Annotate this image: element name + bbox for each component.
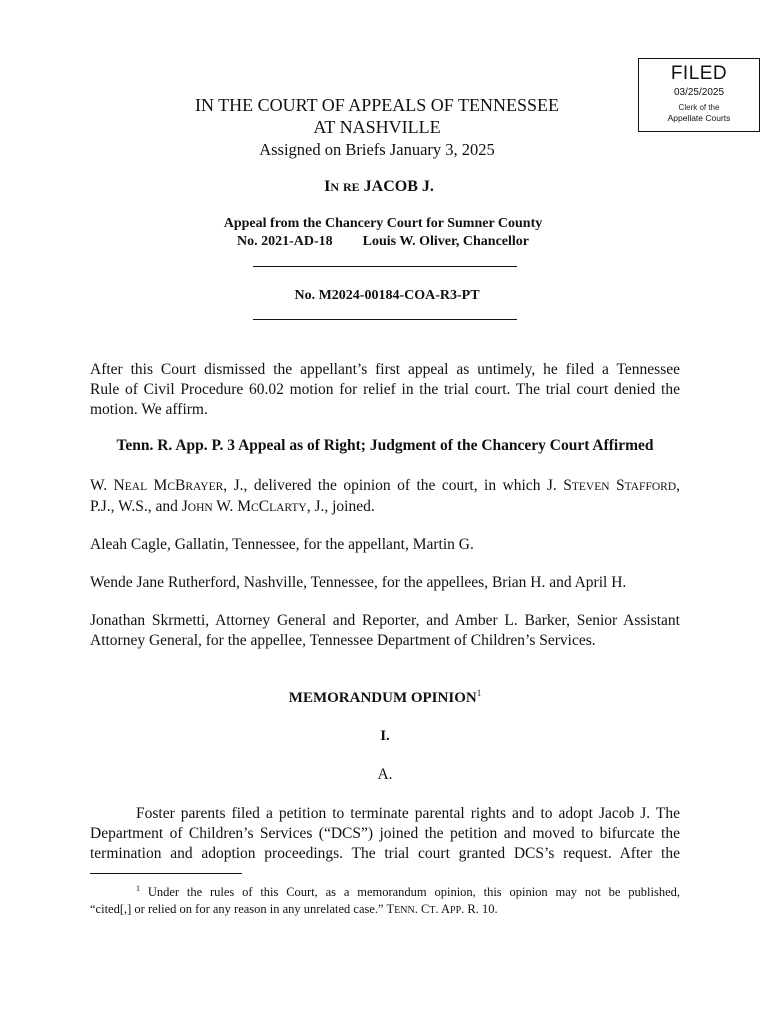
appeal-from: Appeal from the Chancery Court for Sumner County <box>223 216 543 231</box>
stamp-clerk: Clerk of the <box>678 103 720 112</box>
attorney-appellant: Aleah Cagle, Gallatin, Tennessee, for the appellant, Martin G. <box>90 536 474 553</box>
section-heading: I. <box>380 728 390 744</box>
case-summary: After this Court dismissed the appellant’s first appeal as untimely, he filed a Tennessee Rule of Civil Procedure 60.02 motion for relief in the trial court. The trial court denied the motion. We affirm. <box>90 361 680 418</box>
opinion-title: MEMORANDUM OPINION$^1$ <box>288 688 482 706</box>
divider-top <box>253 266 517 267</box>
footnote-reference[interactable]: 1 <box>476 688 482 698</box>
attorney-state: Jonathan Skrmetti, Attorney General and Reporter, and Amber L. Barker, Senior Assistant Attorney General, for the appellee, Tennessee Department of Children’s Services. <box>90 612 680 649</box>
trial-judge: Louis W. Oliver, Chancellor <box>362 234 529 249</box>
trial-court-info <box>0 234 768 250</box>
stamp-courts: Appellate Courts <box>667 113 731 123</box>
delivered-by: W. NEAL MCBRAYER, J., delivered the opinion of the court, in which J. STEVEN STAFFORD, P.J., W.S., and JOHN W. MCCLARTY, J., joined. <box>90 477 680 515</box>
attorney-appellees: Wende Jane Rutherford, Nashville, Tennessee, for the appellees, Brian H. and April H. <box>90 574 627 591</box>
trial-number: No. 2021-AD-18 <box>237 234 333 249</box>
footnote-divider <box>90 873 242 874</box>
opinion-body: Foster parents filed a petition to terminate parental rights and to adopt Jacob J. The Department of Children’s Services (“DCS”) joined the petition and moved to bifurcate the termination and adoption proceedings. The trial court granted DCS’s request. After the <box>90 805 680 862</box>
case-title: IN RE JACOB J. <box>324 178 434 195</box>
court-name: IN THE COURT OF APPEALS OF TENNESSEE <box>195 95 559 115</box>
footnote: $^1$ Under the rules of this Court, as a memorandum opinion, this opinion may not be published, “cited[,] or relied on for any reason in any unrelated case.” TENN. CT. APP. R. 10. <box>90 884 680 917</box>
assigned-date: Assigned on Briefs January 3, 2025 <box>259 140 495 159</box>
filed-date: 03/25/2025 <box>673 87 725 98</box>
divider-bottom <box>253 319 517 320</box>
subsection-heading: A. <box>377 766 393 783</box>
docket-number: No. M2024-00184-COA-R3-PT <box>294 288 480 303</box>
court-location: AT NASHVILLE <box>313 117 441 137</box>
holding: Tenn. R. App. P. 3 Appeal as of Right; Judgment of the Chancery Court Affirmed <box>116 437 654 454</box>
filed-label: FILED <box>670 63 728 84</box>
